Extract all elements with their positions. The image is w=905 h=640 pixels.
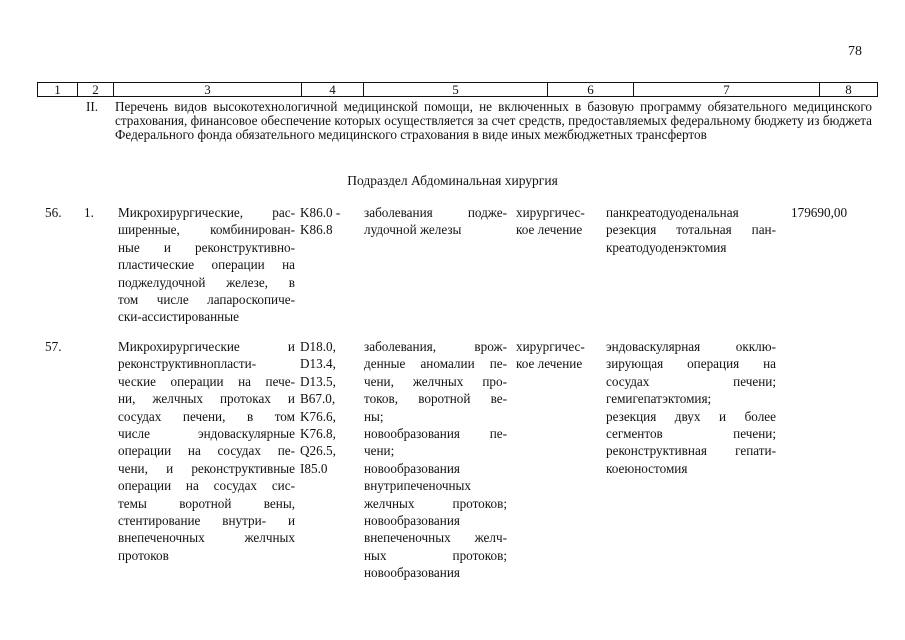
text-line: Микрохирургические и — [118, 339, 295, 354]
section-number: II. — [86, 99, 99, 114]
icd-codes — [300, 338, 358, 477]
text-line: D13.4, — [300, 356, 336, 372]
text-line: эндоваскулярная окклю- — [606, 339, 776, 354]
text-line: D18.0, — [300, 339, 336, 354]
header-col-3: 3 — [114, 83, 302, 97]
section-title: Перечень видов высокотехнологичной медицинской помощи, не включенных в базовую программу обязательного медицинского страхования, финансовое обеспечение которых осуществляется за счет средств, предоставляемых федеральному бюджету из бюджета Федерального фонда обязательного медицинского страхования в виде иных межбюджетных трансфертов — [115, 99, 872, 142]
text-line: протоков — [118, 547, 169, 563]
text-line: ны; — [364, 408, 384, 424]
text-line: темы воротной вены, — [118, 495, 295, 511]
text-line: операции на сосудах сис- — [118, 478, 295, 494]
page-number: 78 — [848, 44, 862, 59]
row-subnumber: 1. — [84, 205, 94, 220]
header-col-1: 1 — [38, 83, 78, 97]
text-line: панкреатодуоденальная — [606, 205, 739, 220]
header-col-2: 2 — [78, 83, 114, 97]
text-line: новообразования — [364, 565, 460, 581]
text-line: ски-ассистированные — [118, 309, 239, 325]
text-line: токов, воротной ве- — [364, 391, 507, 407]
text-line: Q26.5, — [300, 443, 336, 459]
text-line: сосудах печени, в том — [118, 408, 295, 424]
text-line: K86.8 — [300, 222, 333, 238]
text-line: креатодуоденэктомия — [606, 239, 727, 255]
text-line: денные аномалии пе- — [364, 356, 507, 372]
treatment-name — [118, 204, 295, 326]
text-line: заболевания, врож- — [364, 339, 507, 354]
text-line: желчных протоков; — [364, 495, 507, 511]
text-line: I85.0 — [300, 460, 328, 476]
text-line: гемигепатэктомия; — [606, 391, 712, 407]
text-line: ные и реконструктивно- — [118, 239, 295, 255]
treatment-name — [118, 338, 295, 564]
cost: 179690,00 — [791, 205, 848, 220]
text-line: пластические операции на — [118, 257, 295, 273]
text-line: кое лечение — [516, 222, 583, 238]
text-line: операции на сосудах пе- — [118, 443, 295, 459]
text-line: B67.0, — [300, 391, 336, 407]
text-line: коеюностомия — [606, 460, 688, 476]
text-line: D13.5, — [300, 373, 336, 389]
icd-codes — [300, 204, 358, 239]
row-number: 57. — [45, 339, 62, 354]
text-line: новообразования пе- — [364, 426, 507, 442]
text-line: K86.0 - — [300, 205, 341, 220]
treatment-method — [606, 338, 776, 477]
header-col-4: 4 — [302, 83, 364, 97]
text-line: кое лечение — [516, 356, 583, 372]
text-line: внепеченочных желч- — [364, 530, 507, 546]
text-line: ных протоков; — [364, 547, 507, 563]
text-line: чени, и реконструктивные — [118, 460, 295, 476]
subsection-title: Подраздел Абдоминальная хирургия — [347, 173, 558, 188]
text-line: резекция тотальная пан- — [606, 222, 776, 238]
text-line: резекция двух и более — [606, 408, 776, 424]
text-line: реконструктивная гепати- — [606, 443, 776, 459]
text-line: том числе лапароскопиче- — [118, 292, 295, 308]
column-number-header — [37, 82, 878, 97]
text-line: сосудах печени; — [606, 373, 776, 389]
text-line: K76.6, — [300, 408, 336, 424]
text-line: поджелудочной железе, в — [118, 274, 295, 290]
treatment-method — [606, 204, 776, 256]
patient-model — [364, 338, 507, 582]
text-line: зирующая операция на — [606, 356, 776, 372]
text-line: стентирование внутри- и — [118, 513, 295, 529]
text-line: хирургичес- — [516, 339, 585, 354]
text-line: ческие операции на пече- — [118, 373, 295, 389]
text-line: внутрипеченочных — [364, 478, 471, 494]
text-line: новообразования — [364, 460, 460, 476]
header-col-8: 8 — [820, 83, 878, 97]
text-line: Микрохирургические, рас- — [118, 205, 295, 220]
text-line: реконструктивнопласти- — [118, 356, 257, 372]
header-col-5: 5 — [364, 83, 548, 97]
text-line: чени, желчных про- — [364, 373, 507, 389]
header-col-6: 6 — [548, 83, 634, 97]
treatment-type — [516, 338, 598, 373]
text-line: внепеченочных желчных — [118, 530, 295, 546]
text-line: ширенные, комбинирован- — [118, 222, 295, 238]
text-line: ни, желчных протоках и — [118, 391, 295, 407]
text-line: хирургичес- — [516, 205, 585, 220]
text-line: заболевания подже- — [364, 205, 507, 220]
text-line: сегментов печени; — [606, 426, 776, 442]
text-line: новообразования — [364, 513, 460, 529]
text-line: K76.8, — [300, 426, 336, 442]
text-line: числе эндоваскулярные — [118, 426, 295, 442]
patient-model — [364, 204, 507, 239]
treatment-type — [516, 204, 598, 239]
text-line: чени; — [364, 443, 395, 459]
row-number: 56. — [45, 205, 62, 220]
text-line: лудочной железы — [364, 222, 462, 238]
header-col-7: 7 — [634, 83, 820, 97]
